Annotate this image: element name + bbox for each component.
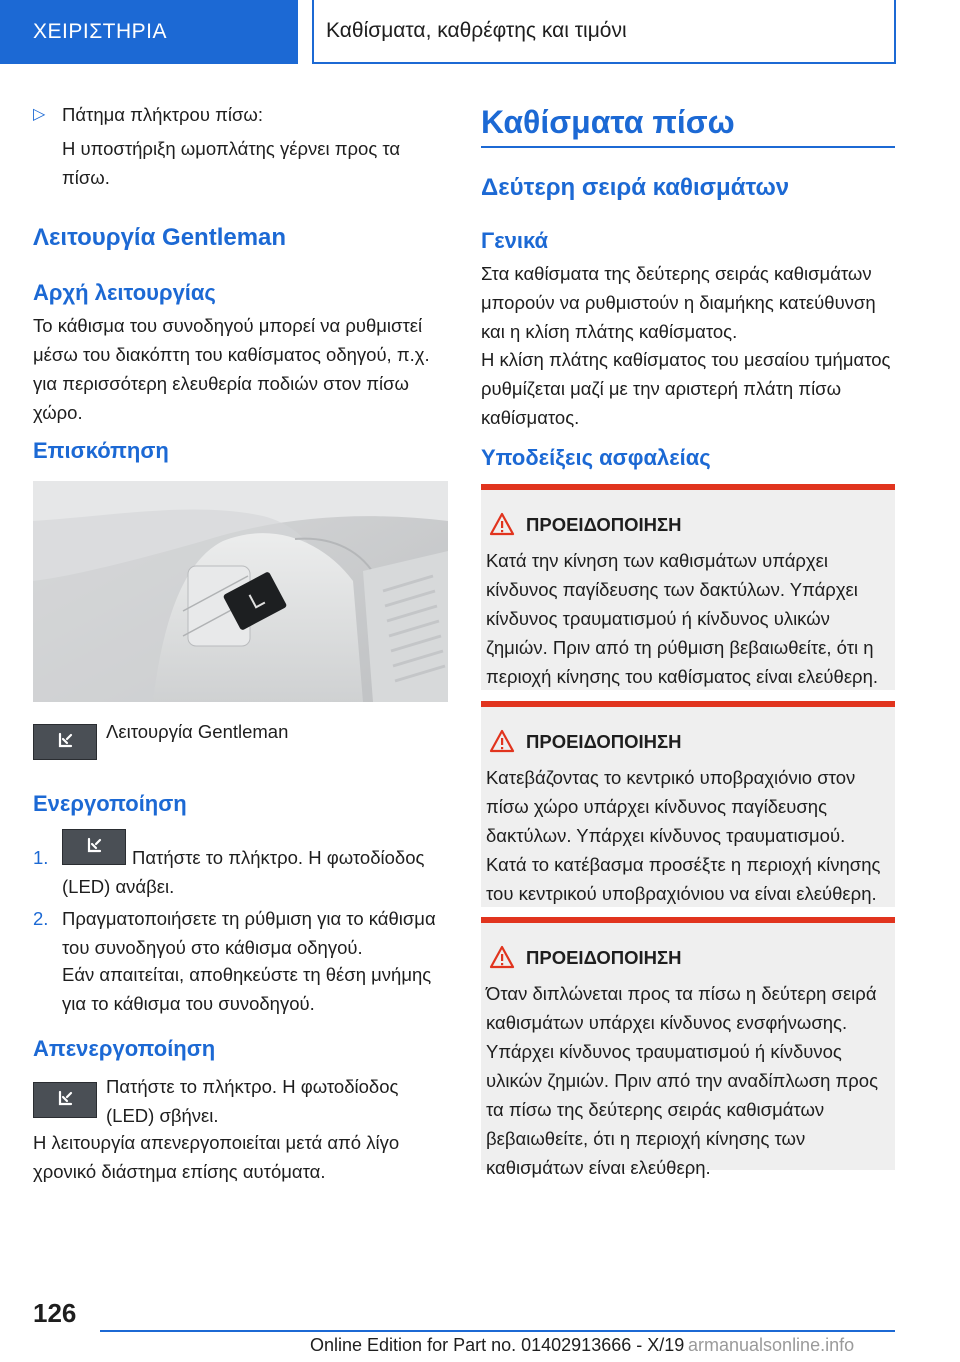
header-chapter bbox=[312, 0, 896, 64]
warning-title: ΠΡΟΕΙΔΟΠΟΙΗΣΗ bbox=[526, 947, 682, 968]
principle-text: Το κάθισμα του συνοδηγού μπορεί να ρυθμιστεί μέσω του διακόπτη του καθίσματος οδηγού, π.χ. για περισσότερη ελευθερία ποδιών στον πίσω χώρο. bbox=[33, 315, 430, 423]
heading-rule bbox=[481, 146, 895, 148]
door-panel-photo bbox=[33, 481, 448, 702]
step-extra-text: Εάν απαιτείται, αποθηκεύστε τη θέση μνήμης για το κάθισμα του συνοδηγού. bbox=[62, 964, 432, 1014]
step-text: Πατήστε το πλήκτρο. Η φωτοδίοδος (LED) ανάβει. bbox=[62, 847, 425, 897]
warning-triangle-icon bbox=[489, 729, 515, 753]
warning-box bbox=[481, 701, 895, 907]
warning-triangle-icon bbox=[489, 512, 515, 536]
overview-heading: Επισκόπηση bbox=[33, 438, 169, 463]
auto-deactivation-text: Η λειτουργία απενεργοποιείται μετά από λίγο χρονικό διάστημα επίσης αυτόματα. bbox=[33, 1132, 400, 1182]
bullet-marker: ▷ bbox=[33, 106, 46, 123]
general-heading: Γενικά bbox=[481, 228, 549, 253]
warning-box bbox=[481, 484, 895, 690]
deactivation-heading: Απενεργοποίηση bbox=[33, 1036, 216, 1061]
second-row-heading: Δεύτερη σειρά καθισμάτων bbox=[481, 174, 790, 201]
warning-title: ΠΡΟΕΙΔΟΠΟΙΗΣΗ bbox=[526, 731, 682, 752]
rear-seats-heading: Καθίσματα πίσω bbox=[481, 104, 735, 140]
step-number: 1. bbox=[33, 847, 49, 868]
warning-text: Κατεβάζοντας το κεντρικό υποβραχιόνιο στον πίσω χώρο υπάρχει κίνδυνος παγίδευσης δακτύλων. Υπάρχει κίνδυνος τραυματισμού. Κατά το κατέβασμα προσέξτε η περιοχή κίνησης του κεντρικού υποβραχιόνιου να είναι ελεύθερη. bbox=[486, 767, 881, 904]
header-section bbox=[0, 0, 298, 64]
step-text: Πραγματοποιήσετε τη ρύθμιση για το κάθισμα του συνοδηγού στο κάθισμα οδηγού. bbox=[62, 908, 436, 958]
gentleman-heading: Λειτουργία Gentleman bbox=[33, 224, 287, 251]
seat-button-icon bbox=[33, 724, 97, 760]
bullet-title: Πάτημα πλήκτρου πίσω: bbox=[62, 104, 263, 125]
activation-heading: Ενεργοποίηση bbox=[33, 791, 187, 816]
header-section-label: ΧΕΙΡΙΣΤΗΡΙΑ bbox=[33, 20, 168, 43]
seat-button-icon bbox=[33, 1082, 97, 1118]
edition-text: Online Edition for Part no. 01402913666 - X/19 bbox=[310, 1335, 685, 1355]
photo-caption: Λειτουργία Gentleman bbox=[106, 721, 289, 742]
door-panel-illustration bbox=[33, 481, 448, 702]
warning-title: ΠΡΟΕΙΔΟΠΟΙΗΣΗ bbox=[526, 514, 682, 535]
page-number: 126 bbox=[33, 1298, 77, 1328]
footer-rule bbox=[100, 1330, 895, 1332]
general-text: Η κλίση πλάτης καθίσματος του μεσαίου τμήματος ρυθμίζεται μαζί με την αριστερή πλάτη πίσω καθίσματος. bbox=[481, 349, 891, 428]
warning-text: Όταν διπλώνεται προς τα πίσω η δεύτερη σειρά καθισμάτων υπάρχει κίνδυνος ενσφήνωσης. Υπάρχει κίνδυνος τραυματισμού ή κίνδυνος υλικών ζημιών. Πριν από την αναδίπλωση προς τα πίσω της δεύτερης σειράς καθισμάτων βεβαιωθείτε, ότι η περιοχή κίνησης των καθισμάτων είναι ελεύθερη. bbox=[486, 983, 879, 1178]
warning-box bbox=[481, 917, 895, 1178]
bullet-text: Η υποστήριξη ωμοπλάτης γέρνει προς τα πίσω. bbox=[62, 138, 401, 188]
deactivation-text: Πατήστε το πλήκτρο. Η φωτοδίοδος (LED) σβήνει. bbox=[106, 1076, 399, 1126]
safety-heading: Υποδείξεις ασφαλείας bbox=[481, 445, 711, 470]
step-number: 2. bbox=[33, 908, 49, 929]
header-chapter-label: Καθίσματα, καθρέφτης και τιμόνι bbox=[326, 19, 627, 42]
watermark: armanualsonline.info bbox=[688, 1335, 855, 1355]
principle-heading: Αρχή λειτουργίας bbox=[33, 280, 216, 305]
warning-triangle-icon bbox=[489, 945, 515, 969]
general-text: Στα καθίσματα της δεύτερης σειράς καθισμάτων μπορούν να ρυθμιστούν η διαμήκης κατεύθυνση και η κλίση πλάτης καθίσματος. bbox=[481, 263, 876, 342]
warning-text: Κατά την κίνηση των καθισμάτων υπάρχει κίνδυνος παγίδευσης των δακτύλων. Υπάρχει κίνδυνος τραυματισμού ή κίνδυνος υλικών ζημιών. Πριν από τη ρύθμιση βεβαιωθείτε, ότι η περιοχή κίνησης του καθίσματος είναι ελεύθερη. bbox=[486, 550, 879, 687]
